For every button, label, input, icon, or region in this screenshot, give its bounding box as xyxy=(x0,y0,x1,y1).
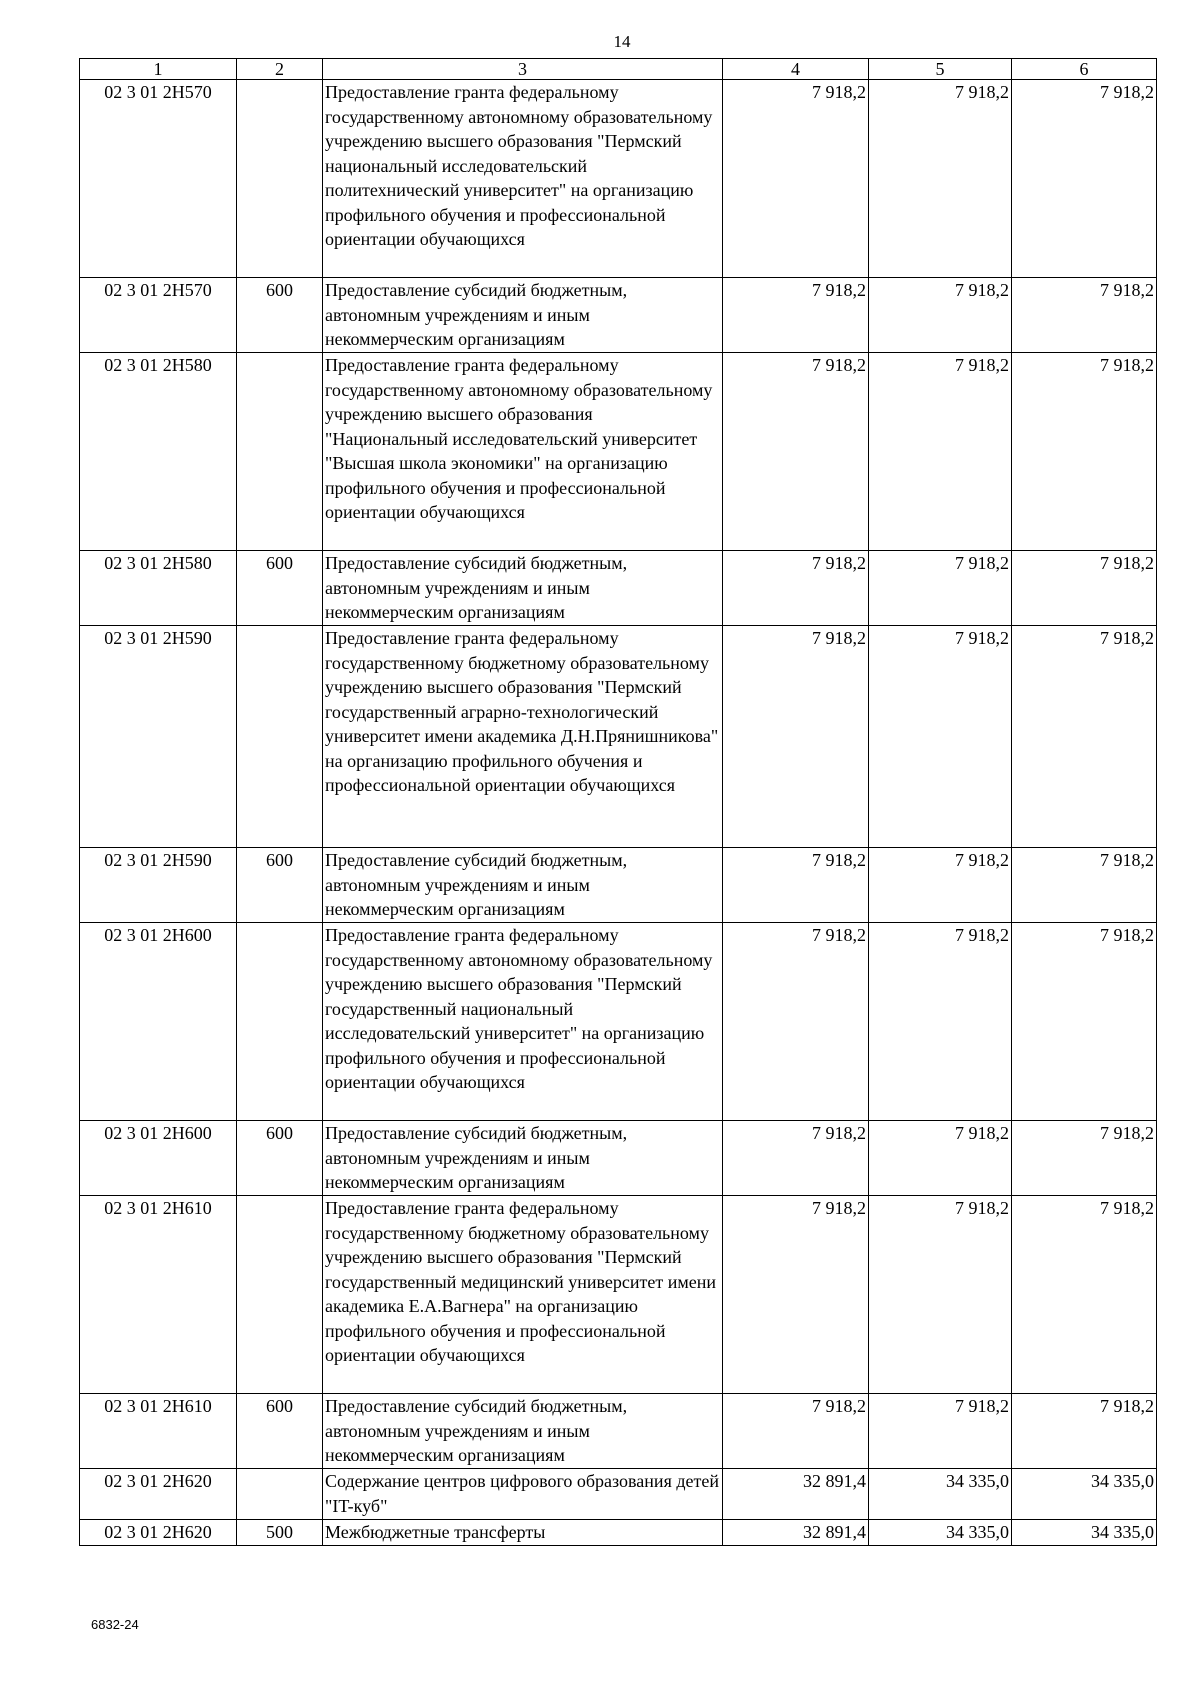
row-value-col5: 7 918,2 xyxy=(869,353,1012,551)
row-value-col6: 7 918,2 xyxy=(1012,848,1157,923)
column-header-6: 6 xyxy=(1012,59,1157,80)
row-description: Предоставление гранта федеральному государственному автономному образовательному учреждению высшего образования "Пермский национальный исследовательский политехнический университет" на организацию профильного обучения и профессиональной ориентации обучающихся xyxy=(323,80,723,278)
row-code: 02 3 01 2Н620 xyxy=(80,1469,237,1520)
row-value-col6: 34 335,0 xyxy=(1012,1469,1157,1520)
row-value-col6: 7 918,2 xyxy=(1012,353,1157,551)
row-value-col5: 34 335,0 xyxy=(869,1520,1012,1546)
row-description: Предоставление гранта федеральному государственному автономному образовательному учреждению высшего образования "Национальный исследовательский университет "Высшая школа экономики" на организацию профильного обучения и профессиональной ориентации обучающихся xyxy=(323,353,723,551)
row-value-col5: 7 918,2 xyxy=(869,923,1012,1121)
page-number: 14 xyxy=(613,32,631,51)
row-value-col4: 7 918,2 xyxy=(723,923,869,1121)
row-code: 02 3 01 2Н610 xyxy=(80,1196,237,1394)
row-description: Межбюджетные трансферты xyxy=(323,1520,723,1546)
row-description: Предоставление гранта федеральному государственному бюджетному образовательному учреждению высшего образования "Пермский государственный медицинский университет имени академика Е.А.Вагнера" на организацию профильного обучения и профессиональной ориентации обучающихся xyxy=(323,1196,723,1394)
row-code: 02 3 01 2Н620 xyxy=(80,1520,237,1546)
row-value-col5: 7 918,2 xyxy=(869,626,1012,848)
row-value-col5: 34 335,0 xyxy=(869,1469,1012,1520)
row-expense-type xyxy=(237,923,323,1121)
row-value-col6: 7 918,2 xyxy=(1012,551,1157,626)
row-value-col6: 7 918,2 xyxy=(1012,80,1157,278)
table-row xyxy=(80,923,1157,1121)
row-code: 02 3 01 2Н580 xyxy=(80,551,237,626)
row-value-col6: 7 918,2 xyxy=(1012,1394,1157,1469)
row-expense-type xyxy=(237,626,323,848)
footer-document-code: 6832-24 xyxy=(91,1617,139,1632)
row-value-col5: 7 918,2 xyxy=(869,848,1012,923)
column-header-1: 1 xyxy=(80,59,237,80)
row-description: Предоставление субсидий бюджетным, автономным учреждениям и иным некоммерческим организациям xyxy=(323,848,723,923)
row-value-col5: 7 918,2 xyxy=(869,551,1012,626)
table-row xyxy=(80,1121,1157,1196)
row-description: Предоставление субсидий бюджетным, автономным учреждениям и иным некоммерческим организациям xyxy=(323,1394,723,1469)
row-expense-type xyxy=(237,1469,323,1520)
table-row xyxy=(80,626,1157,848)
row-expense-type: 600 xyxy=(237,1121,323,1196)
table-row xyxy=(80,1196,1157,1394)
row-expense-type xyxy=(237,353,323,551)
column-header-4: 4 xyxy=(723,59,869,80)
row-description: Предоставление гранта федеральному государственному бюджетному образовательному учреждению высшего образования "Пермский государственный аграрно-технологический университет имени академика Д.Н.Прянишникова" на организацию профильного обучения и профессиональной ориентации обучающихся xyxy=(323,626,723,848)
row-value-col6: 7 918,2 xyxy=(1012,923,1157,1121)
column-header-5: 5 xyxy=(869,59,1012,80)
row-value-col5: 7 918,2 xyxy=(869,278,1012,353)
row-code: 02 3 01 2Н580 xyxy=(80,353,237,551)
budget-table xyxy=(79,58,1157,1546)
row-code: 02 3 01 2Н600 xyxy=(80,923,237,1121)
table-header-row xyxy=(80,59,1157,80)
row-expense-type xyxy=(237,80,323,278)
row-expense-type xyxy=(237,1196,323,1394)
row-value-col6: 7 918,2 xyxy=(1012,1121,1157,1196)
row-expense-type: 600 xyxy=(237,278,323,353)
table-row xyxy=(80,1394,1157,1469)
row-code: 02 3 01 2Н600 xyxy=(80,1121,237,1196)
row-description: Предоставление гранта федеральному государственному автономному образовательному учреждению высшего образования "Пермский государственный национальный исследовательский университет" на организацию профильного обучения и профессиональной ориентации обучающихся xyxy=(323,923,723,1121)
table-row xyxy=(80,551,1157,626)
row-value-col4: 7 918,2 xyxy=(723,551,869,626)
row-expense-type: 500 xyxy=(237,1520,323,1546)
row-value-col6: 34 335,0 xyxy=(1012,1520,1157,1546)
row-value-col4: 32 891,4 xyxy=(723,1520,869,1546)
row-value-col5: 7 918,2 xyxy=(869,80,1012,278)
row-value-col4: 7 918,2 xyxy=(723,1121,869,1196)
row-value-col4: 32 891,4 xyxy=(723,1469,869,1520)
row-code: 02 3 01 2Н610 xyxy=(80,1394,237,1469)
row-value-col6: 7 918,2 xyxy=(1012,626,1157,848)
row-description: Предоставление субсидий бюджетным, автономным учреждениям и иным некоммерческим организациям xyxy=(323,551,723,626)
row-expense-type: 600 xyxy=(237,848,323,923)
row-value-col4: 7 918,2 xyxy=(723,80,869,278)
row-expense-type: 600 xyxy=(237,1394,323,1469)
column-header-3: 3 xyxy=(323,59,723,80)
table-row xyxy=(80,278,1157,353)
row-code: 02 3 01 2Н570 xyxy=(80,278,237,353)
row-code: 02 3 01 2Н590 xyxy=(80,626,237,848)
column-header-2: 2 xyxy=(237,59,323,80)
row-value-col4: 7 918,2 xyxy=(723,1196,869,1394)
table-row xyxy=(80,80,1157,278)
row-value-col6: 7 918,2 xyxy=(1012,1196,1157,1394)
table-row xyxy=(80,1520,1157,1546)
row-code: 02 3 01 2Н570 xyxy=(80,80,237,278)
row-value-col4: 7 918,2 xyxy=(723,626,869,848)
row-value-col5: 7 918,2 xyxy=(869,1196,1012,1394)
table-row xyxy=(80,848,1157,923)
row-description: Содержание центров цифрового образования детей "IT-куб" xyxy=(323,1469,723,1520)
row-description: Предоставление субсидий бюджетным, автономным учреждениям и иным некоммерческим организациям xyxy=(323,278,723,353)
row-value-col4: 7 918,2 xyxy=(723,1394,869,1469)
row-value-col6: 7 918,2 xyxy=(1012,278,1157,353)
table-row xyxy=(80,353,1157,551)
row-value-col5: 7 918,2 xyxy=(869,1121,1012,1196)
row-value-col4: 7 918,2 xyxy=(723,353,869,551)
row-expense-type: 600 xyxy=(237,551,323,626)
table-row xyxy=(80,1469,1157,1520)
row-code: 02 3 01 2Н590 xyxy=(80,848,237,923)
row-value-col4: 7 918,2 xyxy=(723,278,869,353)
row-value-col4: 7 918,2 xyxy=(723,848,869,923)
row-description: Предоставление субсидий бюджетным, автономным учреждениям и иным некоммерческим организациям xyxy=(323,1121,723,1196)
row-value-col5: 7 918,2 xyxy=(869,1394,1012,1469)
